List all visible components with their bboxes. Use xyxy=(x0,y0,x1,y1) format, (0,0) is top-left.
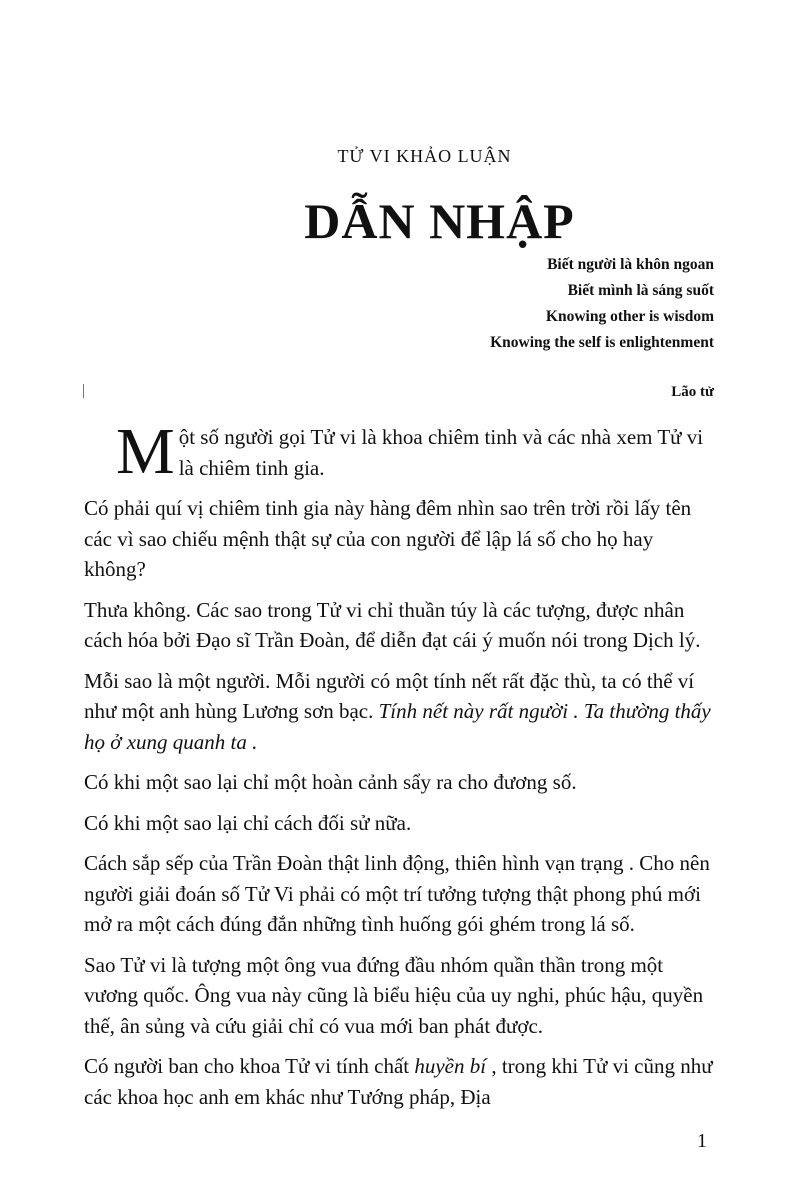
paragraph-text: Mỗi sao là một người. Mỗi người có một tính nết rất đặc thù, ta có thể ví như một anh hùng Lương sơn bạc. xyxy=(84,668,695,723)
paragraph-6: Có khi một sao lại chỉ cách đối sử nữa. xyxy=(84,810,412,835)
epigraph xyxy=(490,252,714,356)
paragraph-2: Có phải quí vị chiêm tinh gia này hàng đêm nhìn sao trên trời rồi lấy tên các vì sao chiếu mệnh thật sự của con người để lập lá số cho họ hay không? xyxy=(84,496,692,581)
epigraph-line: Biết người là khôn ngoan xyxy=(547,256,714,273)
scan-mark xyxy=(83,384,84,398)
epigraph-attribution: Lão tử xyxy=(671,384,714,400)
paragraph-4 xyxy=(84,666,714,758)
italic-text: huyền bí xyxy=(414,1054,487,1078)
paragraph-8: Sao Tử vi là tượng một ông vua đứng đầu nhóm quần thần trong một vương quốc. Ông vua này cũng là biểu hiệu của uy nghi, phúc hậu, quyền thế, ân sủng và cứu giải chỉ có vua mới ban phát được. xyxy=(84,952,704,1038)
paragraph-1 xyxy=(84,415,714,488)
epigraph-line: Biết mình là sáng suốt xyxy=(567,282,714,299)
paragraph-text: Có người ban cho khoa Tử vi tính chất xyxy=(84,1054,415,1078)
paragraph-5: Có khi một sao lại chỉ một hoàn cảnh sẩy ra cho đương số. xyxy=(84,770,577,794)
epigraph-line: Knowing other is wisdom xyxy=(545,308,714,325)
drop-cap: M xyxy=(116,415,175,488)
body-text xyxy=(84,415,714,1122)
chapter-title: DẪN NHẬP xyxy=(304,193,575,249)
italic-text: Tính nết này rất người . Ta thường thấy họ ở xung quanh ta . xyxy=(84,699,711,754)
paragraph-text: ột số người gọi Tử vi là khoa chiêm tinh và các nhà xem Tử vi là chiêm tinh gia. xyxy=(178,425,704,480)
paragraph-3: Thưa không. Các sao trong Tử vi chỉ thuần túy là các tượng, được nhân cách hóa bởi Đạo sĩ Trần Đoàn, để diễn đạt cái ý muốn nói trong Dịch lý. xyxy=(84,597,701,652)
paragraph-9 xyxy=(84,1051,714,1112)
epigraph-line: Knowing the self is enlightenment xyxy=(490,334,714,351)
paragraph-text: , trong khi Tử vi cũng như các khoa học anh em khác như Tướng pháp, Địa xyxy=(84,1054,713,1109)
page-number: 1 xyxy=(697,1130,707,1152)
running-head: TỬ VI KHẢO LUẬN xyxy=(337,146,512,166)
paragraph-7: Cách sắp sếp của Trần Đoàn thật linh động, thiên hình vạn trạng . Cho nên người giải đoán số Tử Vi phải có một trí tưởng tượng thật phong phú mới mở ra một cách đúng đắn những tình huống gói ghém trong lá số. xyxy=(84,851,710,936)
